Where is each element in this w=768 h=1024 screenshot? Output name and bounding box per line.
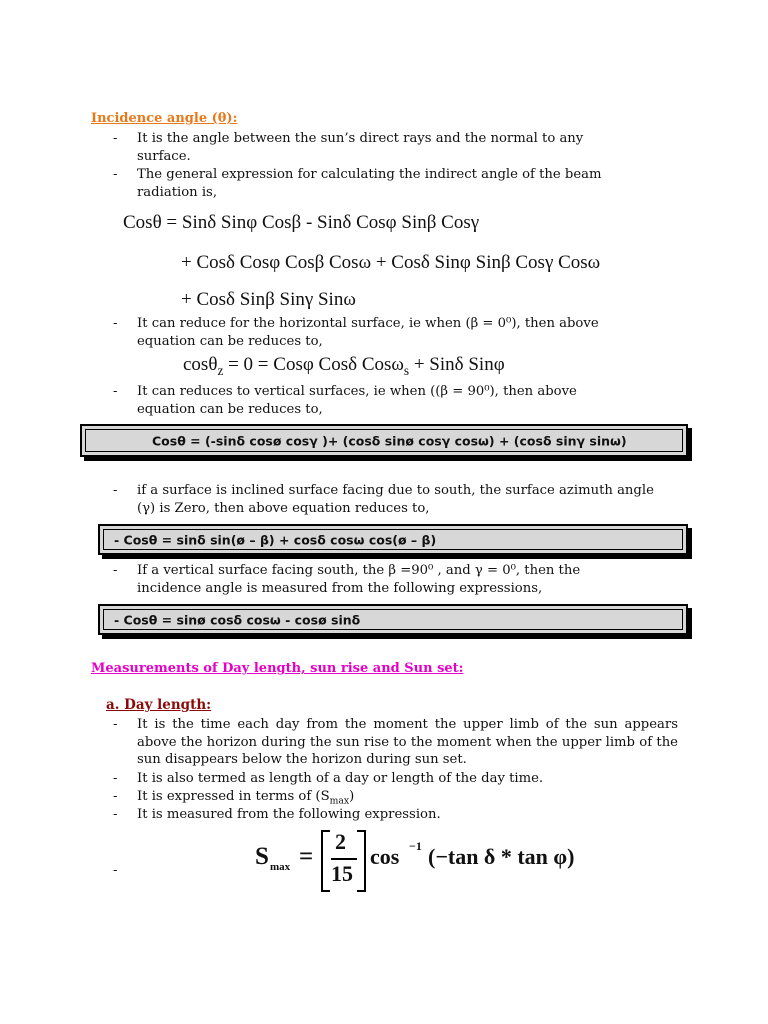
formula-sup: −1	[409, 839, 422, 853]
incidence-bullet-5: if a surface is inclined surface facing due to south, the surface azimuth angle (γ) is Zero, then above equation reduces to,	[137, 483, 654, 516]
equation-box-vertical-text: Cosθ = (-sinδ cosø cosγ )+ (cosδ sinø cosγ cosω) + (cosδ sinγ sinω)	[152, 433, 627, 448]
formula-lhs: S	[255, 843, 269, 870]
left-bracket	[321, 830, 330, 892]
day-length-bullet-4: It is measured from the following expression.	[137, 807, 441, 822]
right-bracket	[357, 830, 366, 892]
formula-numerator: 2	[335, 829, 346, 854]
formula-fn: cos	[370, 844, 400, 869]
formula-equals: =	[299, 843, 314, 870]
measurements-heading: Measurements of Day length, sun rise and Sun set:	[91, 661, 464, 676]
equation-general-line-2: + Cosδ Cosφ Cosβ Cosω + Cosδ Sinφ Sinβ Cosγ Cosω	[181, 252, 601, 273]
bullet-dash: -	[113, 316, 118, 331]
incidence-bullet-1: It is the angle between the sun’s direct rays and the normal to any surface.	[137, 131, 584, 164]
incidence-bullet-2: The general expression for calculating the indirect angle of the beam radiation is,	[137, 167, 602, 200]
equation-horizontal: cosθ$_z$ = 0 = Cosφ Cosδ Cosω$_s$ + Sinδ Sinφ	[183, 354, 505, 378]
day-length-bullet-2: It is also termed as length of a day or length of the day time.	[137, 771, 544, 786]
bullet-dash: -	[113, 807, 118, 822]
equation-box-south-text: - Cosθ = sinδ sin(ø – β) + cosδ cosω cos(ø – β)	[114, 532, 437, 547]
bullet-dash: -	[113, 483, 118, 498]
formula-argument: (−tan δ * tan φ)	[428, 844, 575, 869]
fraction-bar	[331, 858, 357, 860]
day-length-formula	[255, 826, 575, 892]
formula-lhs-sub: max	[270, 861, 291, 873]
formula-denominator: 15	[331, 861, 353, 886]
bullet-dash: -	[113, 131, 118, 146]
equation-box-vertical-south-text: - Cosθ = sinø cosδ cosω - cosø sinδ	[114, 612, 361, 627]
bullet-dash: -	[113, 771, 118, 786]
day-length-bullet-1: It is the time each day from the moment the upper limb of the sun appears above the horizon during the sun rise to the moment when the upper limb of the sun disappears below the horizon during sun set.	[137, 717, 678, 767]
equation-box-vertical	[80, 424, 688, 457]
incidence-bullet-6: If a vertical surface facing south, the β =90⁰ , and γ = 0⁰, then the incidence angle is measured from the following expressions,	[137, 563, 581, 596]
equation-general-line-1: Cosθ = Sinδ Sinφ Cosβ - Sinδ Cosφ Sinβ Cosγ	[123, 212, 480, 233]
incidence-bullet-4: It can reduces to vertical surfaces, ie when ((β = 90⁰), then above equation can be reduces to,	[137, 384, 577, 417]
bullet-dash: -	[113, 863, 118, 878]
incidence-heading: Incidence angle (θ):	[91, 111, 238, 126]
bullet-dash: -	[113, 563, 118, 578]
bullet-dash: -	[113, 717, 118, 732]
equation-box-south	[98, 524, 688, 555]
day-length-subheading: a. Day length:	[106, 697, 212, 713]
equation-box-vertical-south	[98, 604, 688, 635]
bullet-dash: -	[113, 384, 118, 399]
day-length-bullet-3: It is expressed in terms of $(S_{max})$	[137, 789, 355, 807]
bullet-dash: -	[113, 789, 118, 804]
bullet-dash: -	[113, 167, 118, 182]
incidence-bullet-3: It can reduce for the horizontal surface, ie when (β = 0⁰), then above equation can be reduces to,	[137, 316, 599, 349]
equation-general-line-3: + Cosδ Sinβ Sinγ Sinω	[181, 289, 356, 310]
